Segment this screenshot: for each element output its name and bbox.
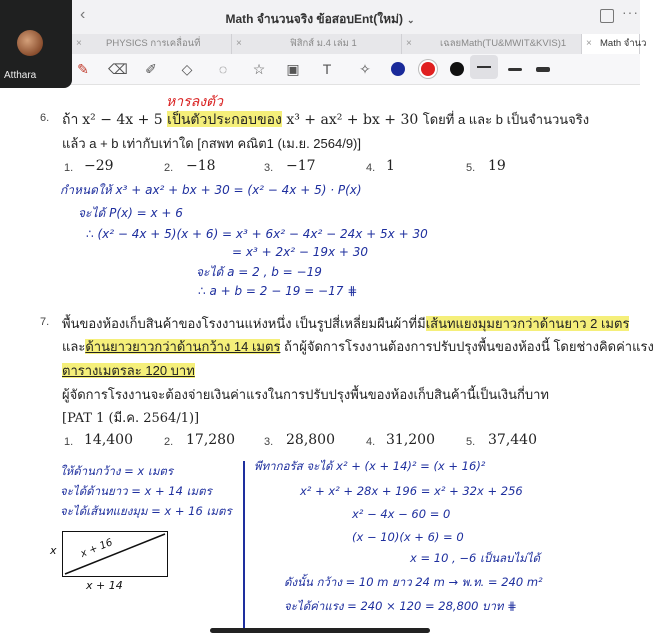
q6-condition: โดยที่ a และ b เป็นจำนวนจริง: [422, 112, 590, 127]
q6-stem-line2: แล้ว a + b เท่ากับเท่าใด [กสพท คณิต1 (เม.ย. 2564/9)]: [62, 136, 361, 151]
more-icon[interactable]: ···: [622, 4, 639, 20]
tab-physics[interactable]: [72, 34, 232, 54]
q7-option-value: 28,800: [286, 432, 335, 448]
window-icon[interactable]: [600, 9, 614, 23]
q6-work-line: จะได้ a = 2 , b = −19: [196, 265, 322, 279]
q6-math: x² − 4x + 5: [82, 112, 163, 128]
q6-work-line: จะได้ P(x) = x + 6: [78, 206, 183, 220]
lasso-icon[interactable]: ◌: [218, 61, 228, 77]
tab-label: Math จำนว: [600, 38, 647, 49]
q7-line2: [62, 336, 654, 357]
q7-text: พื้นของห้องเก็บสินค้าของโรงงานแห่งหนึ่ง เป็นรูปสี่เหลี่ยมผืนผ้าที่มี: [62, 316, 426, 331]
tab-bar: [0, 34, 647, 54]
close-icon[interactable]: ×: [586, 38, 592, 49]
q7-text: ถ้าผู้จัดการโรงงานต้องการปรับปรุงพื้นของห้องนี้ โดยช่างคิดค่าแรง: [280, 339, 654, 354]
q7-option-number: 4.: [366, 436, 376, 448]
diagram-side-label: x: [50, 544, 57, 557]
shapes-icon[interactable]: ◇: [181, 61, 193, 77]
q6-stem-line1: [62, 109, 589, 131]
color-swatch-black[interactable]: [450, 62, 464, 76]
sticker-icon[interactable]: ☆: [252, 61, 266, 77]
pen-icon[interactable]: ✎: [77, 61, 89, 77]
q7-option-number: 5.: [466, 436, 476, 448]
stroke-medium[interactable]: [508, 68, 522, 71]
color-swatch-blue[interactable]: [391, 62, 405, 76]
close-icon[interactable]: ×: [76, 38, 82, 49]
title-bar: [0, 0, 640, 34]
q6-work-line: ∴ (x² − 4x + 5)(x + 6) = x³ + 6x² − 4x² − 24x + 5x + 30: [86, 227, 428, 241]
q7-option-number: 1.: [64, 436, 74, 448]
q6-work-line: กำหนดให้ x³ + ax² + bx + 30 = (x² − 4x + 5) · P(x): [60, 183, 362, 197]
close-icon[interactable]: ×: [406, 38, 412, 49]
tab-label: เฉลยMath(TU&MWIT&KVIS)1: [440, 38, 567, 49]
q6-option-number: 1.: [64, 162, 74, 174]
q7-source: [PAT 1 (มี.ค. 2564/1)]: [62, 411, 200, 426]
q7-work-right: x = 10 , −6 เป็นลบไม่ได้: [410, 551, 541, 565]
q6-highlight: เป็นตัวประกอบของ: [167, 111, 282, 127]
q6-number: 6.: [40, 112, 50, 124]
q7-line4: ผู้จัดการโรงงานจะต้องจ่ายเงินค่าแรงในการปรับปรุงพื้นของห้องเก็บสินค้านี้เป็นเงินกี่บาท: [62, 387, 549, 402]
q6-option-value: −17: [286, 158, 316, 174]
q6-red-note: หารลงตัว: [166, 94, 223, 110]
q6-poly: x³ + ax² + bx + 30: [286, 112, 419, 128]
q7-text: และ: [62, 339, 86, 354]
q7-work-right: (x − 10)(x + 6) = 0: [352, 530, 464, 544]
q7-option-number: 2.: [164, 436, 174, 448]
eraser-icon[interactable]: ⌫: [108, 61, 128, 77]
q7-option-value: 31,200: [386, 432, 435, 448]
tab-physics-m4[interactable]: [232, 34, 402, 54]
handwritten-divider: [243, 461, 245, 631]
rectangle-diagram: [62, 531, 168, 577]
q6-option-value: −29: [84, 158, 114, 174]
tab-label: PHYSICS การเคลื่อนที่: [106, 38, 201, 49]
q7-line1: [62, 313, 629, 334]
stroke-thick[interactable]: [536, 67, 550, 72]
color-swatch-red[interactable]: [421, 62, 435, 76]
q7-work-left: ให้ด้านกว้าง = x เมตร: [60, 464, 174, 478]
q7-option-value: 17,280: [186, 432, 235, 448]
q6-option-number: 5.: [466, 162, 476, 174]
q6-option-number: 3.: [264, 162, 274, 174]
stroke-thin-selected[interactable]: [470, 55, 498, 79]
document-title-text: Math จำนวนจริง ข้อสอบEnt(ใหม่): [225, 12, 403, 26]
q6-option-value: 19: [488, 158, 506, 174]
q7-work-left: จะได้เส้นทแยงมุม = x + 16 เมตร: [60, 504, 232, 518]
q7-option-value: 14,400: [84, 432, 133, 448]
avatar: [17, 30, 43, 56]
diagram-diagonal-label: x + 16: [79, 537, 115, 560]
tab-math-real-numbers[interactable]: [582, 34, 647, 54]
q7-work-left: จะได้ด้านยาว = x + 14 เมตร: [60, 484, 212, 498]
q6-text: ถ้า: [62, 111, 83, 127]
participant-name: Atthara: [4, 70, 37, 81]
q7-line3: [62, 360, 195, 381]
q7-highlight: เส้นทแยงมุมยาวกว่าด้านยาว 2 เมตร: [425, 316, 630, 331]
q6-option-value: 1: [386, 158, 395, 174]
q6-work-line: = x³ + 2x² − 19x + 30: [232, 245, 369, 259]
highlighter-icon[interactable]: ✐: [145, 61, 157, 77]
home-indicator: [210, 628, 430, 633]
document-title[interactable]: [0, 10, 640, 29]
q6-option-number: 2.: [164, 162, 174, 174]
q7-work-right: x² − 4x − 60 = 0: [352, 507, 451, 521]
q7-work-right: ดังนั้น กว้าง = 10 m ยาว 24 m → พ.ท. = 240 m²: [284, 575, 543, 589]
q7-highlight: ด้านยาวยาวกว่าด้านกว้าง 14 เมตร: [85, 339, 281, 354]
tab-label: ฟิสิกส์ ม.4 เล่ม 1: [290, 38, 357, 49]
q7-highlight: ตารางเมตรละ 120 บาท: [62, 363, 195, 378]
q6-work-line: ∴ a + b = 2 − 19 = −17 ⋕: [198, 284, 358, 298]
q7-option-value: 37,440: [488, 432, 537, 448]
q7-number: 7.: [40, 316, 50, 328]
q6-option-value: −18: [186, 158, 216, 174]
tab-math-answers[interactable]: [402, 34, 582, 54]
q6-option-number: 4.: [366, 162, 376, 174]
back-chevron-icon[interactable]: ‹: [80, 6, 86, 23]
chevron-down-icon: ⌄: [406, 15, 415, 25]
text-icon[interactable]: T: [322, 61, 332, 77]
q7-work-right: พีทากอรัส จะได้ x² + (x + 14)² = (x + 16)²: [254, 459, 486, 473]
q7-work-right: x² + x² + 28x + 196 = x² + 32x + 256: [300, 484, 523, 498]
image-icon[interactable]: ▣: [286, 61, 300, 77]
q7-option-number: 3.: [264, 436, 274, 448]
close-icon[interactable]: ×: [236, 38, 242, 49]
annotation-toolbar: [0, 54, 640, 85]
q7-work-right: จะได้ค่าแรง = 240 × 120 = 28,800 บาท ⋕: [284, 599, 517, 613]
diagonal-line: [63, 532, 167, 576]
video-thumbnail[interactable]: [0, 0, 72, 88]
laser-pointer-icon[interactable]: ✧: [359, 61, 371, 77]
diagram-bottom-label: x + 14: [86, 579, 123, 592]
